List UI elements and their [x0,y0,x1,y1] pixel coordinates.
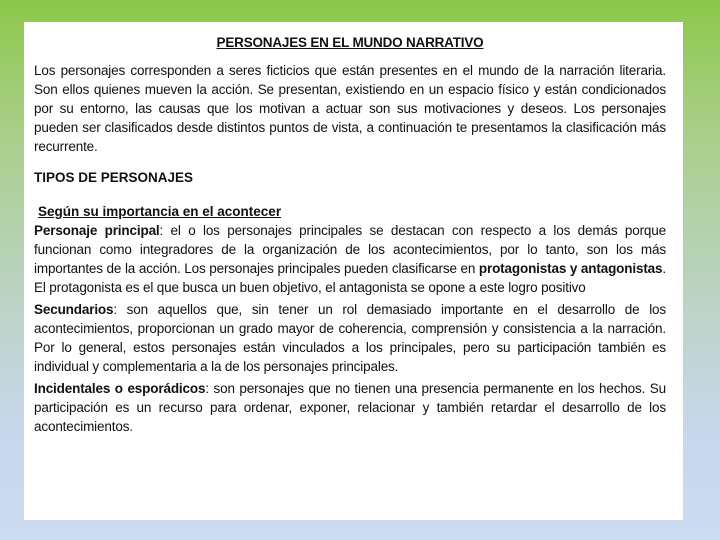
secundarios-paragraph [34,300,666,376]
principal-text-2: . El protagonista es el que busca un buen objetivo, el antagonista se opone a este logro positivo [34,261,666,295]
principal-bold-term: protagonistas y antagonistas [478,261,663,276]
secundarios-text: : son aquellos que, sin tener un rol demasiado importante en el desarrollo de los acontecimientos, proporcionan un grado mayor de coherencia, comprensión y consistencia a la narración. Por lo general, estos personajes están vinculados a los principales, pero su participación también es individual y complementaria a la de los personajes principales. [34,302,666,374]
importance-subheading: Según su importancia en el acontecer [38,204,282,219]
principal-term: Personaje principal [34,223,160,238]
incidentales-term: Incidentales o esporádicos [34,381,206,396]
types-heading: TIPOS DE PERSONAJES [34,170,194,185]
secundarios-term: Secundarios [34,302,114,317]
incidentales-text: : son personajes que no tienen una presencia permanente en los hechos. Su participación es un recurso para ordenar, exponer, relacionar y también retardar el desarrollo de los acontecimientos. [34,381,667,434]
document-body [34,32,666,436]
principal-paragraph [34,221,666,297]
principal-text-1: : el o los personajes principales se destacan con respecto a los demás porque funcionan como integradores de la organización de los acontecimientos, por lo tanto, son los más importantes de la acción. Los personajes principales pueden clasificarse en [34,223,666,276]
document-page [24,22,683,520]
incidentales-paragraph [34,379,666,436]
document-title: PERSONAJES EN EL MUNDO NARRATIVO [216,35,484,50]
intro-paragraph: Los personajes corresponden a seres ficticios que están presentes en el mundo de la narración literaria. Son ellos quienes mueven la acción. Se presentan, existiendo en un espacio físico y están condicionados por su entorno, las causas que los motivan a actuar son sus motivaciones y deseos. Los personajes pueden ser clasificados desde distintos puntos de vista, a continuación te presentamos la clasificación más recurrente. [34,63,666,154]
